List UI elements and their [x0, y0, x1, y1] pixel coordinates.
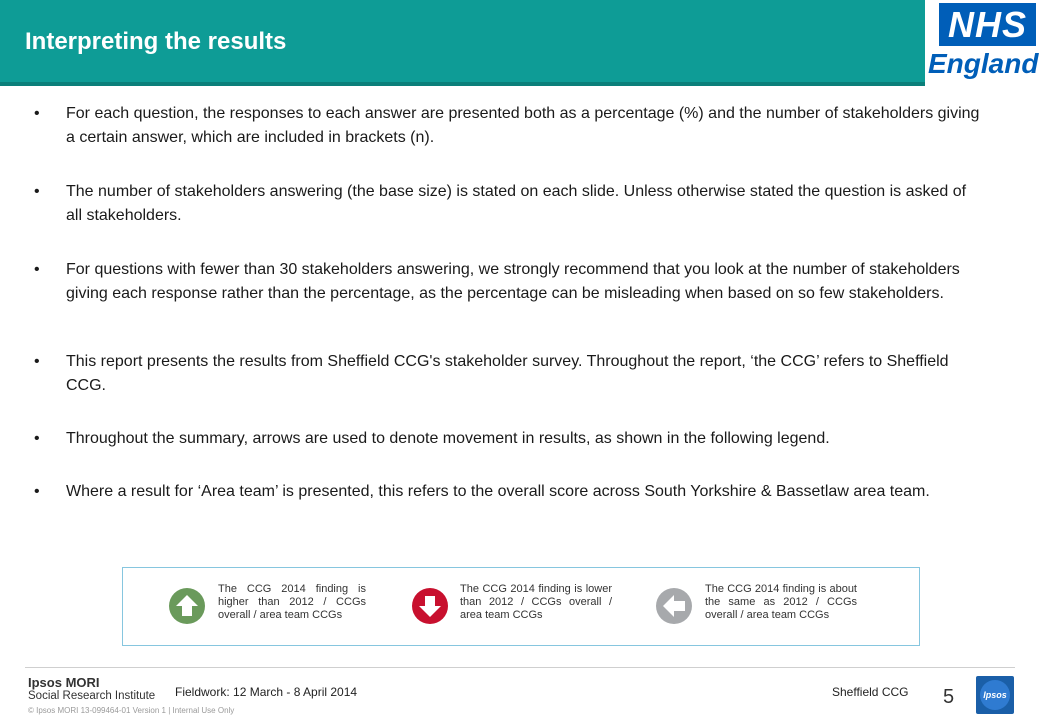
arrow-down-icon: [412, 588, 448, 624]
legend-text-higher: The CCG 2014 finding is higher than 2012 / CCGs overall / area team CCGs: [218, 583, 366, 621]
arrow-left-icon: [656, 588, 692, 624]
legend-item-higher: [169, 568, 369, 645]
ipsos-logo-text: Ipsos: [980, 680, 1010, 710]
title-bar-stripe: [0, 82, 925, 86]
bullet-text: For each question, the responses to each answer are presented both as a percentage (%) and the number of stakeholders giving a certain answer, which are included in brackets (n).: [66, 105, 980, 146]
england-logo-text: England: [928, 48, 1039, 79]
ipsos-logo: [976, 676, 1014, 714]
legend-item-same: [656, 568, 856, 645]
bullet-item: • Throughout the summary, arrows are used to denote movement in results, as shown in the following legend.: [34, 430, 830, 447]
legend-item-lower: [412, 568, 612, 645]
copyright-notice: © Ipsos MORI 13-099464-01 Version 1 | Internal Use Only: [28, 706, 235, 715]
bullet-text: This report presents the results from Sheffield CCG's stakeholder survey. Throughout the report, ‘the CCG’ refers to Sheffield CCG.: [66, 353, 949, 394]
legend-text-same: The CCG 2014 finding is about the same as 2012 / CCGs overall / area team CCGs: [705, 583, 857, 621]
ccg-name: Sheffield CCG: [832, 685, 909, 699]
legend-text-lower: The CCG 2014 finding is lower than 2012 / CCGs overall / area team CCGs: [460, 583, 612, 621]
page-number: 5: [943, 686, 955, 708]
nhs-england-logo: [926, 0, 1040, 86]
bullet-text: The number of stakeholders answering (the base size) is stated on each slide. Unless otherwise stated the question is asked of all stakeholders.: [66, 183, 967, 224]
nhs-logo-text: NHS: [939, 3, 1036, 46]
arrow-up-icon: [169, 588, 205, 624]
bullet-item: • Where a result for ‘Area team’ is presented, this refers to the overall score across South Yorkshire & Bassetlaw area team.: [34, 483, 930, 500]
arrow-legend: [122, 567, 920, 646]
bullet-text: Where a result for ‘Area team’ is presented, this refers to the overall score across South Yorkshire & Bassetlaw area team.: [66, 483, 930, 500]
bullet-item: • The number of stakeholders answering (the base size) is stated on each slide. Unless otherwise stated the question is asked of all stakeholders.: [34, 183, 967, 224]
fieldwork-dates: Fieldwork: 12 March - 8 April 2014: [175, 685, 358, 699]
bullet-text: For questions with fewer than 30 stakeholders answering, we strongly recommend that you look at the number of stakeholders giving each response rather than the percentage, as the percentage can be misleading when based on so few stakeholders.: [66, 261, 960, 302]
footer-divider: [25, 667, 1015, 668]
ipsos-mori-logo-text: Ipsos MORI: [28, 675, 100, 690]
bullet-item: • This report presents the results from Sheffield CCG's stakeholder survey. Throughout the report, ‘the CCG’ refers to Sheffield CCG.: [34, 353, 949, 394]
bullet-item: • For each question, the responses to each answer are presented both as a percentage (%) and the number of stakeholders giving a certain answer, which are included in brackets (n).: [34, 105, 980, 146]
bullet-item: • For questions with fewer than 30 stakeholders answering, we strongly recommend that you look at the number of stakeholders giving each response rather than the percentage, as the percentage can be misleading when based on so few stakeholders.: [34, 261, 960, 302]
bullet-text: Throughout the summary, arrows are used to denote movement in results, as shown in the following legend.: [66, 430, 830, 447]
page-title: Interpreting the results: [25, 28, 287, 55]
ipsos-mori-subtitle: Social Research Institute: [28, 690, 156, 702]
